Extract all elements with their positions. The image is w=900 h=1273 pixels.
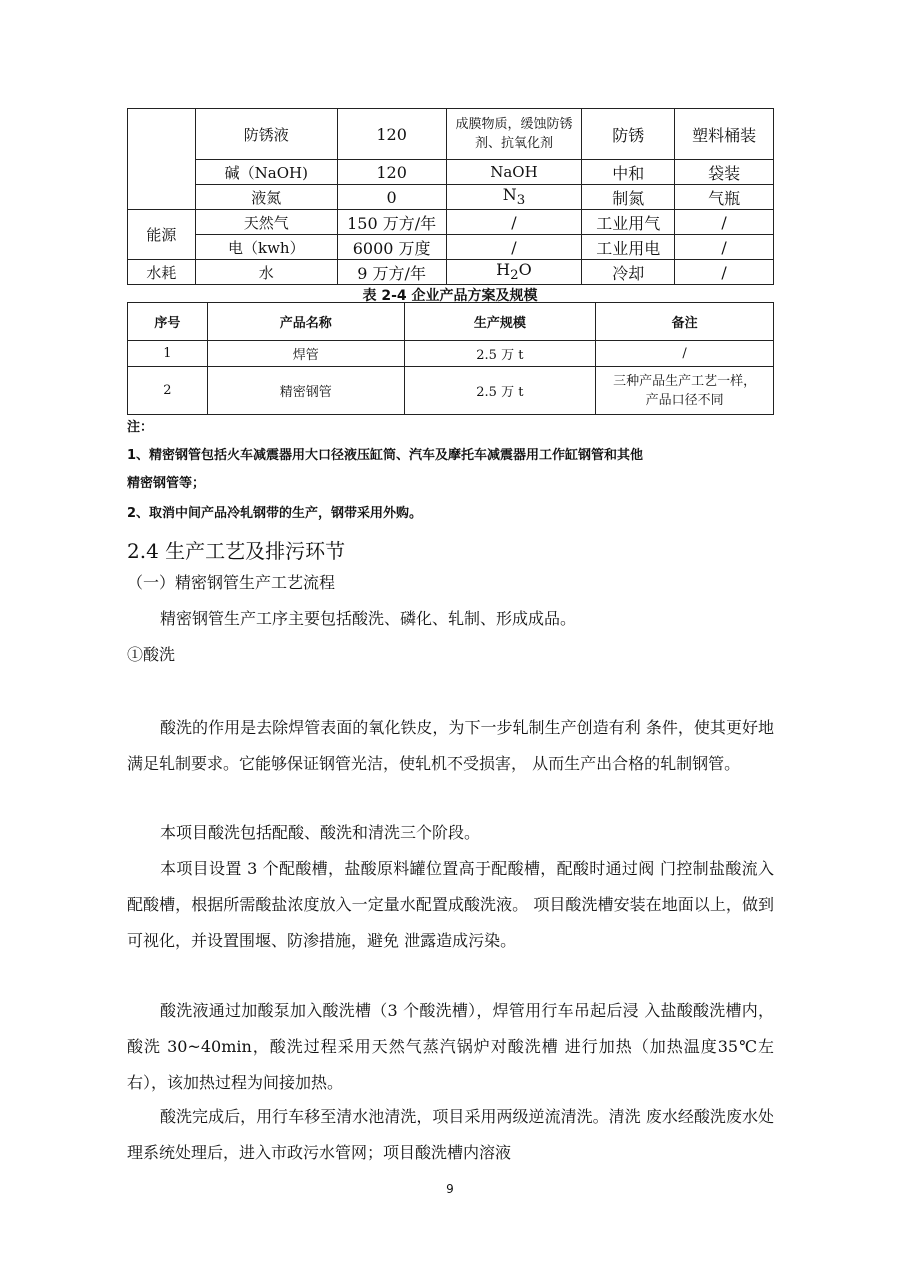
material-name: 电（kwh） <box>195 235 337 260</box>
notes-label: 注： <box>127 420 154 435</box>
table-row <box>128 367 774 415</box>
material-packing: / <box>675 210 774 235</box>
page-number: 9 <box>446 1182 454 1196</box>
note-item: 1、精密钢管包括火车减震器用大口径液压缸筒、汽车及摩托车减震器用工作缸钢管和其他 <box>127 448 644 463</box>
material-packing: 气瓶 <box>675 185 774 210</box>
paragraph: 酸洗的作用是去除焊管表面的氧化铁皮，为下一步轧制生产创造有利 条件，使其更好地满足轧制要求。它能够保证钢管光洁，使轧机不受损害， 从而生产出合格的轧制钢管。 <box>127 718 774 773</box>
product-name: 焊管 <box>207 341 404 367</box>
product-scale: 2.5 万 t <box>404 341 596 367</box>
product-name: 精密钢管 <box>207 367 404 415</box>
intro-paragraph: 精密钢管生产工序主要包括酸洗、磷化、轧制、形成成品。 <box>160 609 577 628</box>
material-packing: / <box>675 260 774 285</box>
material-name: 碱（NaOH) <box>195 160 337 185</box>
product-no: 2 <box>128 367 208 415</box>
material-use: 中和 <box>582 160 675 185</box>
paragraph: 本项目设置 3 个配酸槽，盐酸原料罐位置高于配酸槽，配酸时通过阀 门控制盐酸流入配酸槽，根据所需酸盐浓度放入一定量水配置成酸洗液。 项目酸洗槽安装在地面以上，做到可视化，并设置围堰、防渗措施，避免 泄露造成污染。 <box>127 859 774 950</box>
material-use: 制氮 <box>582 185 675 210</box>
material-packing: 塑料桶装 <box>675 109 774 160</box>
formula-base: N <box>502 185 517 205</box>
material-component: / <box>446 210 582 235</box>
material-amount: 6000 万度 <box>337 235 446 260</box>
formula-subscript: 2 <box>510 268 519 284</box>
paragraph: 本项目酸洗包括配酸、酸洗和清洗三个阶段。 <box>160 823 481 842</box>
material-amount: 9 万方/年 <box>337 260 446 285</box>
material-name: 防锈液 <box>195 109 337 160</box>
category-cell: 水耗 <box>128 260 196 285</box>
material-use: 工业用电 <box>582 235 675 260</box>
table-row <box>128 185 774 210</box>
column-header: 备注 <box>596 303 774 341</box>
formula-subscript: 3 <box>516 193 526 209</box>
material-name: 水 <box>195 260 337 285</box>
material-component: / <box>446 235 582 260</box>
column-header: 生产规模 <box>404 303 596 341</box>
formula-tail: O <box>518 260 532 280</box>
material-amount: 120 <box>337 109 446 160</box>
table-row <box>128 109 774 160</box>
product-no: 1 <box>128 341 208 367</box>
material-packing: 袋装 <box>675 160 774 185</box>
material-use: 冷却 <box>582 260 675 285</box>
column-header: 产品名称 <box>207 303 404 341</box>
material-name: 天然气 <box>195 210 337 235</box>
materials-table <box>127 108 774 285</box>
material-use: 防锈 <box>582 109 675 160</box>
product-scale: 2.5 万 t <box>404 367 596 415</box>
category-cell <box>128 109 196 210</box>
material-component <box>446 260 582 285</box>
material-component: NaOH <box>446 160 582 185</box>
table-header-row <box>128 303 774 341</box>
section-heading: 2.4 生产工艺及排污环节 <box>127 539 346 563</box>
table-row <box>128 210 774 235</box>
note-item: 2、取消中间产品冷轧钢带的生产，钢带采用外购。 <box>127 506 423 521</box>
step-heading: ①酸洗 <box>127 645 176 664</box>
table-row <box>128 260 774 285</box>
formula-base: H <box>496 260 511 280</box>
product-note: 三种产品生产工艺一样，产品口径不同 <box>596 367 774 415</box>
material-amount: 0 <box>337 185 446 210</box>
products-table <box>127 302 774 415</box>
paragraph: 酸洗液通过加酸泵加入酸洗槽（3 个酸洗槽），焊管用行车吊起后浸 入盐酸酸洗槽内，酸洗 30~40min，酸洗过程采用天然气蒸汽锅炉对酸洗槽 进行加热（加热温度35℃左右），该加热过程为间接加热。 <box>127 1001 774 1092</box>
table-row <box>128 160 774 185</box>
note-item-continuation: 精密钢管等； <box>127 476 206 491</box>
product-note: / <box>596 341 774 367</box>
paragraph: 酸洗完成后，用行车移至清水池清洗，项目采用两级逆流清洗。清洗 废水经酸洗废水处理系统处理后，进入市政污水管网；项目酸洗槽内溶液 <box>127 1107 774 1162</box>
category-cell: 能源 <box>128 210 196 260</box>
material-component: 成膜物质，缓蚀防锈剂、抗氧化剂 <box>446 109 582 160</box>
table-row <box>128 235 774 260</box>
material-component <box>446 185 582 210</box>
column-header: 序号 <box>128 303 208 341</box>
material-packing: / <box>675 235 774 260</box>
material-use: 工业用气 <box>582 210 675 235</box>
material-amount: 120 <box>337 160 446 185</box>
sub-heading: （一）精密钢管生产工艺流程 <box>127 573 336 592</box>
table-row <box>128 341 774 367</box>
material-name: 液氮 <box>195 185 337 210</box>
material-amount: 150 万方/年 <box>337 210 446 235</box>
table-caption: 表 2-4 企业产品方案及规模 <box>362 288 538 304</box>
